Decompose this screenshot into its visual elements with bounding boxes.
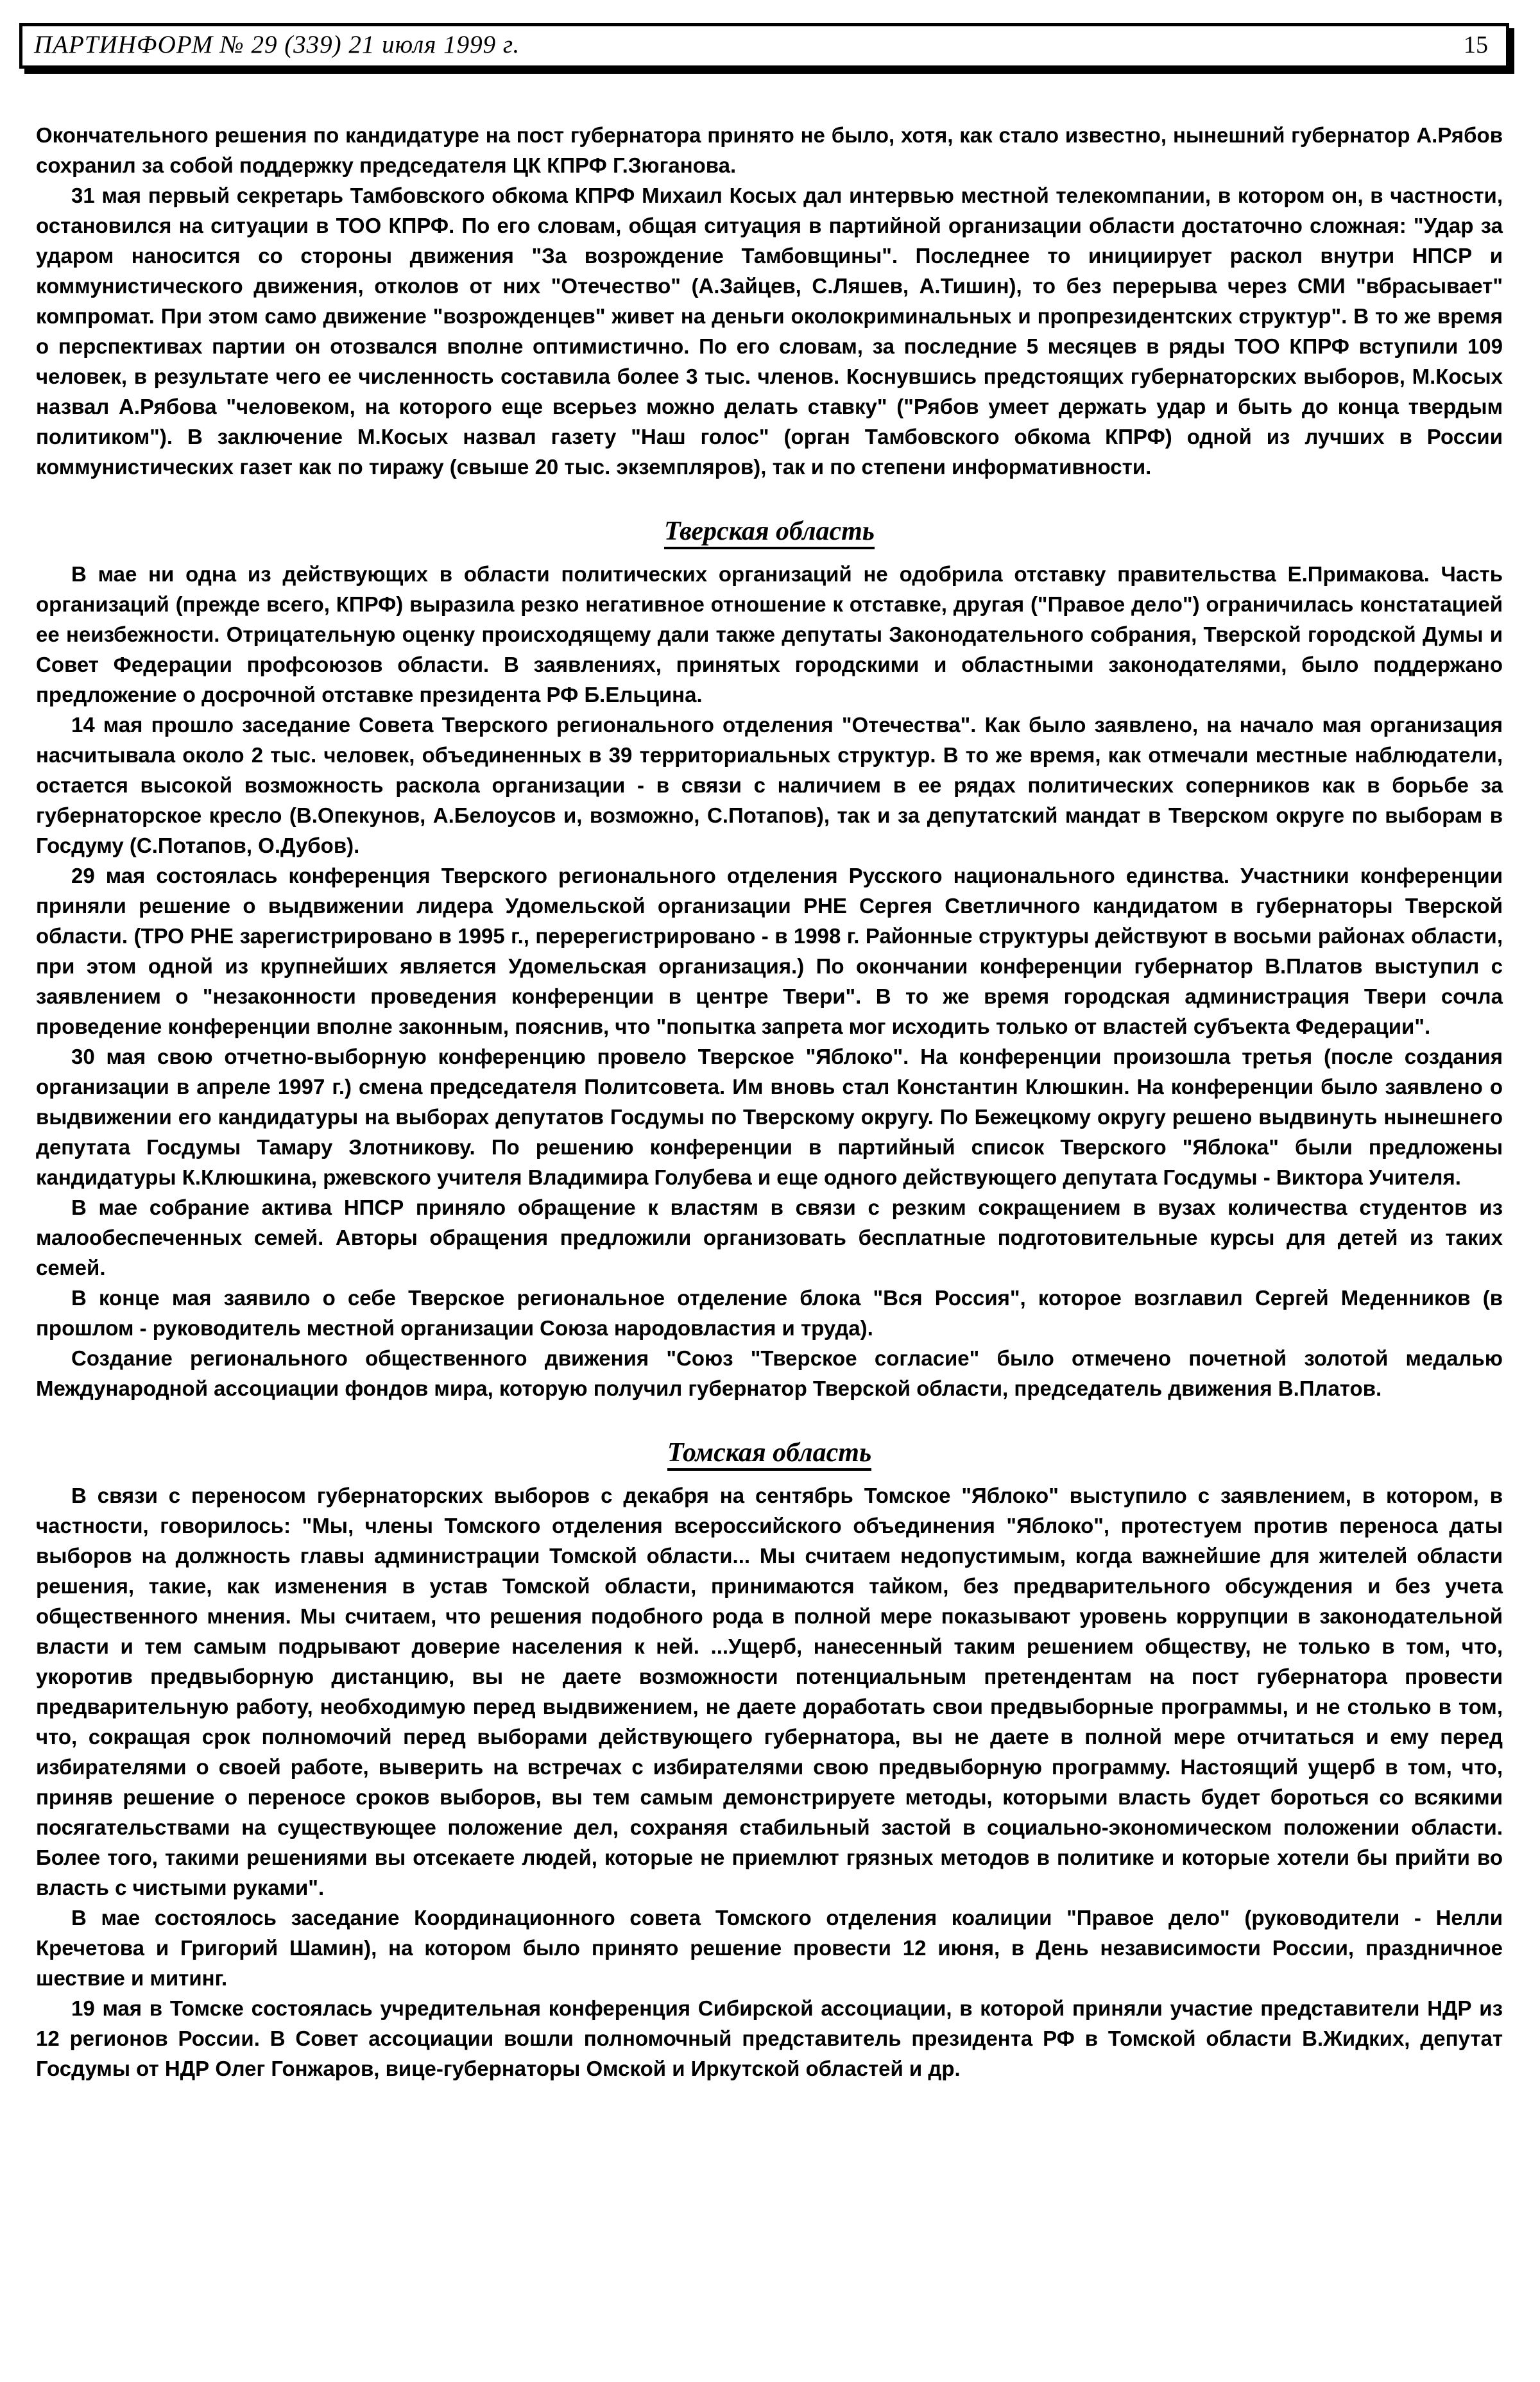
page-number: 15	[1464, 31, 1488, 58]
newsletter-title: ПАРТИНФОРМ № 29 (339) 21 июля 1999 г.	[34, 31, 520, 58]
paragraph: 19 мая в Томске состоялась учредительная конференция Сибирской ассоциации, в которой приняли участие представители НДР из 12 регионов России. В Совет ассоциации вошли полномочный представитель президента РФ в Томской области В.Жидких, депутат Госдумы от НДР Олег Гонжаров, вице-губернаторы Омской и Иркутской областей и др.	[36, 1996, 1503, 2080]
paragraph: В мае ни одна из действующих в области политических организаций не одобрила отставку правительства Е.Примакова. Часть организаций (прежде всего, КПРФ) выразила резко негативное отношение к отставке, другая ("Правое дело") ограничилась констатацией ее неизбежности. Отрицательную оценку происходящему дали также депутаты Законодательного собрания, Тверской городской Думы и Совет Федерации профсоюзов области. В заявлениях, принятых городскими и областными законодателями, было поддержано предложение о досрочной отставке президента РФ Б.Ельцина.	[36, 562, 1503, 707]
paragraph: Создание регионального общественного движения "Союз "Тверское согласие" было отмечено почетной золотой медалью Международной ассоциации фондов мира, которую получил губернатор Тверской области, председатель движения В.Платов.	[36, 1346, 1503, 1400]
paragraph: 30 мая свою отчетно-выборную конференцию провело Тверское "Яблоко". На конференции произошла третья (после создания организации в апреле 1997 г.) смена председателя Политсовета. Им вновь стал Константин Клюшкин. На конференции было заявлено о выдвижении его кандидатуры на выборах депутатов Госдумы по Тверскому округу. По Бежецкому округу решено выдвинуть нынешнего депутата Госдумы Тамару Злотникову. По решению конференции в партийный список Тверского "Яблока" были предложены кандидатуры К.Клюшкина, ржевского учителя Владимира Голубева и еще одного действующего депутата Госдумы - Виктора Учителя.	[36, 1045, 1503, 1189]
paragraph: Окончательного решения по кандидатуре на пост губернатора принято не было, хотя, как стало известно, нынешний губернатор А.Рябов сохранил за собой поддержку председателя ЦК КПРФ Г.Зюганова.	[36, 123, 1503, 177]
page-content	[36, 120, 1503, 2084]
section-heading-tver	[36, 515, 1503, 547]
paragraph: В связи с переносом губернаторских выборов с декабря на сентябрь Томское "Яблоко" выступило с заявлением, в котором, в частности, говорилось: "Мы, члены Томского отделения всероссийского объединения "Яблоко", протестуем против переноса даты выборов на должность главы администрации Томской области... Мы считаем недопустимым, когда важнейшие для жителей области решения, такие, как изменения в устав Томской области, принимаются тайком, без предварительного обсуждения и без учета общественного мнения. Мы считаем, что решения подобного рода в полной мере показывают уровень коррупции в законодательной власти и тем самым подрывают доверие населения к ней. ...Ущерб, нанесенный таким решением обществу, не только в том, что, укоротив предвыборную дистанцию, вы не даете возможности потенциальным претендентам на пост губернатора провести предварительную работу, необходимую перед выдвижением, не даете доработать свои предвыборные программы, и не столько в том, что, сокращая срок полномочий перед выборами действующего губернатора, вы не даете в полной мере отчитаться и ему перед избирателями о своей работе, выверить на встречах с избирателями свою предвыборную программу. Настоящий ущерб в том, что, приняв решение о переносе сроков выборов, вы тем самым демонстрируете методы, которыми власть будет бороться со всякими посягательствами на существующее положение дел, сохраняя стабильный застой в социально-экономическом положении области. Более того, такими решениями вы отсекаете людей, которые не приемлют грязных методов в политике и которые хотели бы прийти во власть с чистыми руками".	[36, 1484, 1503, 1899]
paragraph: 14 мая прошло заседание Совета Тверского регионального отделения "Отечества". Как было заявлено, на начало мая организация насчитывала около 2 тыс. человек, объединенных в 39 территориальных структур. В то же время, как отмечали местные наблюдатели, остается высокой возможность раскола организации - в связи с наличием в ее рядах политических соперников как в борьбе за губернаторское кресло (В.Опекунов, А.Белоусов и, возможно, С.Потапов), так и за депутатский мандат в Тверском округе по выборам в Госдуму (С.Потапов, О.Дубов).	[36, 713, 1503, 857]
section-heading-text: Тверская область	[664, 517, 875, 549]
page-header	[19, 23, 1509, 69]
paragraph: 29 мая состоялась конференция Тверского регионального отделения Русского национального единства. Участники конференции приняли решение о выдвижении лидера Удомельской организации РНЕ Сергея Светличного кандидатом в губернаторы Тверской области. (ТРО РНЕ зарегистрировано в 1995 г., перерегистрировано - в 1998 г. Районные структуры действуют в восьми районах области, при этом одной из крупнейших является Удомельская организация.) По окончании конференции губернатор В.Платов выступил с заявлением о "незаконности проведения конференции в центре Твери". В то же время городская администрация Твери сочла проведение конференции вполне законным, пояснив, что "попытка запрета мог исходить только от властей субъекта Федерации".	[36, 864, 1503, 1038]
section-tomsk	[36, 1437, 1503, 2084]
section-heading-tomsk	[36, 1437, 1503, 1469]
paragraph: 31 мая первый секретарь Тамбовского обкома КПРФ Михаил Косых дал интервью местной телекомпании, в котором он, в частности, остановился на ситуации в ТОО КПРФ. По его словам, общая ситуация в партийной организации области достаточно сложная: "Удар за ударом наносится со стороны движения "За возрождение Тамбовщины". Последнее то инициирует раскол внутри НПСР и коммунистического движения, отколов от них "Отечество" (А.Зайцев, С.Ляшев, А.Тишин), то без перерыва через СМИ "вбрасывает" компромат. При этом само движение "возрожденцев" живет на деньги околокриминальных и пропрезидентских структур". В то же время о перспективах партии он отозвался вполне оптимистично. По его словам, за последние 5 месяцев в ряды ТОО КПРФ вступили 109 человек, в результате чего ее численность составила более 3 тыс. членов. Коснувшись предстоящих губернаторских выборов, М.Косых назвал А.Рябова "человеком, на которого еще всерьез можно делать ставку" ("Рябов умеет держать удар и быть до конца твердым политиком"). В заключение М.Косых назвал газету "Наш голос" (орган Тамбовского обкома КПРФ) одной из лучших в России коммунистических газет как по тиражу (свыше 20 тыс. экземпляров), так и по степени информативности.	[36, 184, 1503, 479]
paragraph: В мае собрание актива НПСР приняло обращение к властям в связи с резким сокращением в вузах количества студентов из малообеспеченных семей. Авторы обращения предложили организовать бесплатные подготовительные курсы для детей из таких семей.	[36, 1195, 1503, 1280]
section-heading-text: Томская область	[667, 1438, 871, 1471]
paragraph: В конце мая заявило о себе Тверское региональное отделение блока "Вся Россия", которое возглавил Сергей Меденников (в прошлом - руководитель местной организации Союза народовластия и труда).	[36, 1286, 1503, 1340]
paragraph: В мае состоялось заседание Координационного совета Томского отделения коалиции "Правое дело" (руководители - Нелли Кречетова и Григорий Шамин), на котором было принято решение провести 12 июня, в День независимости России, праздничное шествие и митинг.	[36, 1906, 1503, 1990]
section-tambov	[36, 120, 1503, 482]
section-tver	[36, 515, 1503, 1403]
